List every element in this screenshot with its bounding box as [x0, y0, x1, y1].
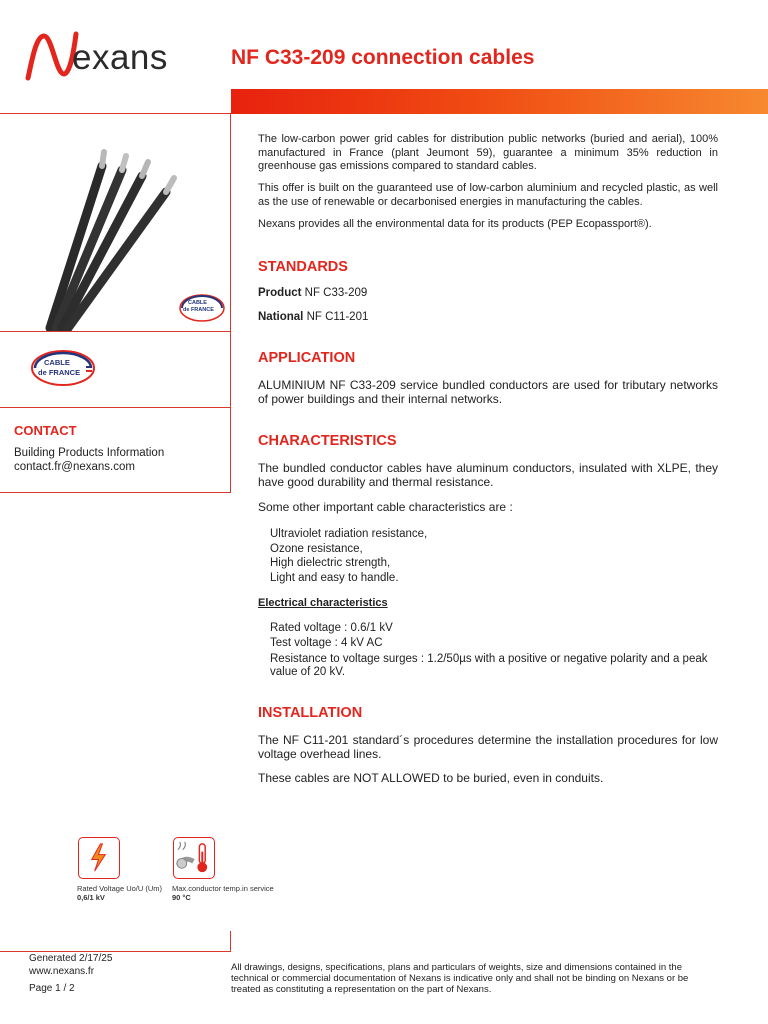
characteristics-intro: Some other important cable characteristics are :	[258, 500, 513, 514]
divider	[0, 407, 231, 408]
page-number: Page 1 / 2	[29, 983, 75, 994]
divider	[231, 951, 768, 952]
rated-voltage-badge	[78, 837, 120, 879]
characteristic-item: Light and easy to handle.	[270, 572, 399, 584]
divider	[0, 951, 231, 952]
installation-text: The NF C11-201 standard´s procedures determine the installation procedures for low voltage overhead lines.	[258, 733, 718, 761]
rated-voltage-caption: Rated Voltage Uo/U (Um)	[77, 884, 163, 893]
product-value: NF C33-209	[304, 287, 368, 299]
characteristics-heading: CHARACTERISTICS	[258, 433, 397, 449]
standards-heading: STANDARDS	[258, 259, 348, 275]
logo-wordmark: exans	[72, 38, 168, 77]
thermometer-cable-icon	[174, 838, 213, 877]
intro-paragraph: Nexans provides all the environmental data for its products (PEP Ecopassport®).	[258, 218, 652, 230]
cable-de-france-badge: CABLE de FRANCE	[30, 349, 96, 387]
electrical-characteristics-heading: Electrical characteristics	[258, 597, 388, 609]
rated-voltage-value: 0,6/1 kV	[77, 893, 105, 902]
application-heading: APPLICATION	[258, 350, 356, 366]
national-value: NF C11-201	[306, 311, 369, 323]
header-gradient-bar	[231, 89, 768, 114]
page-title: NF C33-209 connection cables	[231, 46, 535, 69]
application-text: ALUMINIUM NF C33-209 service bundled conductors are used for tributary networks of power buildings and their internal networks.	[258, 378, 718, 406]
characteristic-item: High dielectric strength,	[270, 557, 391, 569]
intro-paragraph: This offer is built on the guaranteed use of low-carbon aluminium and recycled plastic, as well as the use of renewable or decarbonised energies in manufacturing the cables.	[258, 182, 718, 208]
characteristic-item: Ultraviolet radiation resistance,	[270, 528, 428, 540]
nexans-logo	[24, 30, 204, 84]
product-label: Product	[258, 287, 302, 299]
standard-national-row	[258, 311, 718, 325]
divider	[0, 331, 231, 332]
installation-text: These cables are NOT ALLOWED to be buried, even in conduits.	[258, 771, 604, 785]
divider	[230, 113, 231, 493]
electrical-item: Resistance to voltage surges : 1.2/50µs with a positive or negative polarity and a peak value of 20 kV.	[270, 653, 708, 678]
electrical-item: Test voltage : 4 kV AC	[270, 637, 383, 649]
max-temperature-caption: Max.conductor temp.in service	[172, 884, 274, 893]
max-temperature-value: 90 °C	[172, 893, 191, 902]
generated-date: Generated 2/17/25	[29, 953, 113, 964]
characteristics-text: The bundled conductor cables have aluminum conductors, insulated with XLPE, they have good durability and thermal resistance.	[258, 461, 718, 489]
lightning-icon	[79, 838, 118, 877]
national-label: National	[258, 311, 304, 323]
electrical-item: Rated voltage : 0.6/1 kV	[270, 622, 393, 634]
disclaimer: All drawings, designs, specifications, plans and particulars of weights, size and dimensions contained in the technical or commercial documentation of Nexans is indicative only and shall not be binding on Nexans or be treated as constituting a representation on the part of Nexans.	[231, 962, 689, 995]
divider	[230, 931, 231, 952]
product-image	[0, 114, 230, 331]
intro-paragraph: The low-carbon power grid cables for distribution public networks (buried and aerial), 100% manufactured in France (plant Jeumont 59), guarantee a minimum 35% reduction in greenhouse gas emissions compared to standard cables.	[258, 133, 718, 172]
max-temperature-badge	[173, 837, 215, 879]
website-link[interactable]: www.nexans.fr	[29, 966, 95, 977]
divider	[0, 492, 231, 493]
standard-product-row	[258, 287, 718, 301]
contact-line: Building Products Information	[14, 447, 165, 459]
contact-email-link[interactable]: contact.fr@nexans.com	[14, 461, 135, 473]
characteristic-item: Ozone resistance,	[270, 543, 363, 555]
cable-de-france-badge-small: CABLE de FRANCE	[178, 294, 226, 322]
installation-heading: INSTALLATION	[258, 705, 363, 721]
contact-title: CONTACT	[14, 423, 77, 438]
